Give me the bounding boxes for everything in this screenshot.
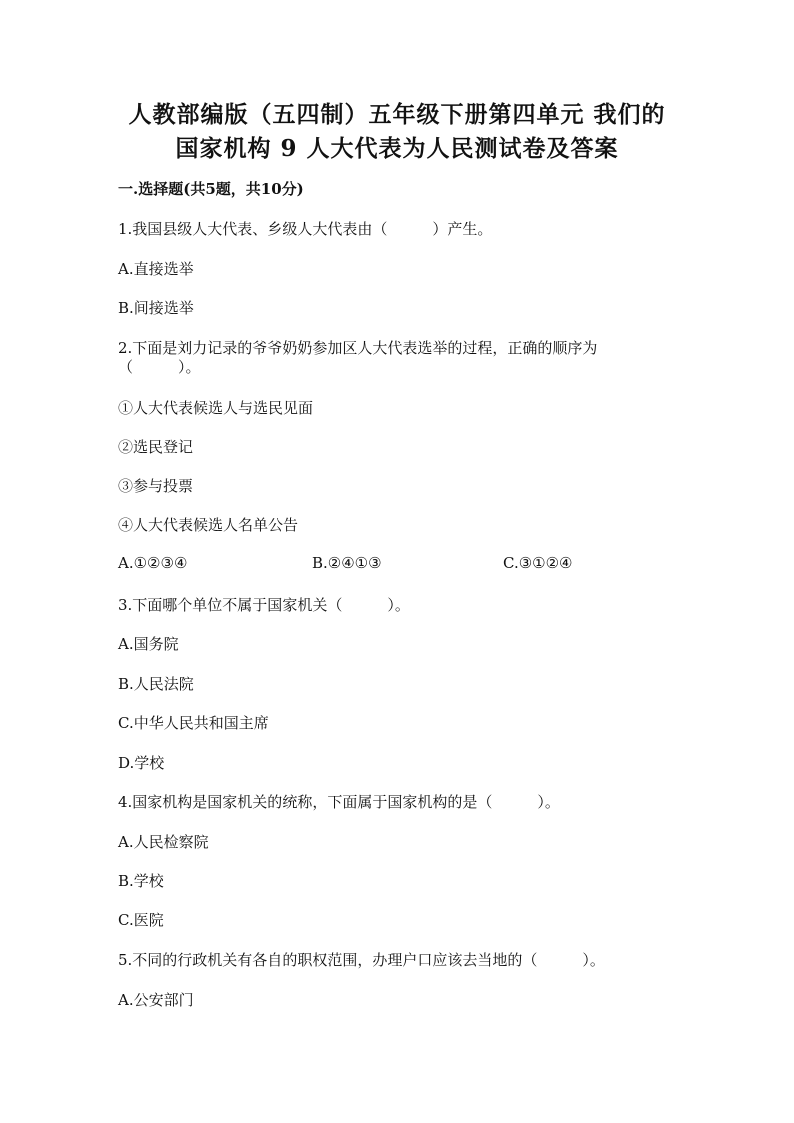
question-2-option-a: A.①②③④	[118, 554, 188, 572]
question-1-option-b: B.间接选举	[118, 299, 194, 317]
question-3-stem: 3.下面哪个单位不属于国家机关（ ）。	[118, 596, 410, 614]
question-3-option-d: D.学校	[118, 754, 165, 772]
question-2-step-4: ④人大代表候选人名单公告	[118, 516, 299, 534]
question-4-stem: 4.国家机构是国家机关的统称，下面属于国家机构的是（ ）。	[118, 793, 560, 811]
question-2-stem-continued: （ ）。	[118, 358, 201, 376]
doc-title-line1: 人教部编版（五四制）五年级下册第四单元 我们的	[128, 101, 666, 128]
question-3-option-a: A.国务院	[118, 635, 179, 653]
question-2-step-3: ③参与投票	[118, 477, 194, 495]
question-2-option-c: C.③①②④	[503, 554, 573, 572]
question-2-option-b: B.②④①③	[312, 554, 382, 572]
question-2-step-1: ①人大代表候选人与选民见面	[118, 399, 314, 417]
question-4-option-a: A.人民检察院	[118, 833, 209, 851]
question-3-option-b: B.人民法院	[118, 675, 194, 693]
question-4-option-b: B.学校	[118, 872, 164, 890]
question-5-stem: 5.不同的行政机关有各自的职权范围，办理户口应该去当地的（ ）。	[118, 951, 605, 969]
question-1-stem: 1.我国县级人大代表、乡级人大代表由（ ）产生。	[118, 220, 493, 238]
question-1-option-a: A.直接选举	[118, 260, 194, 278]
question-2-step-2: ②选民登记	[118, 438, 194, 456]
question-5-option-a: A.公安部门	[118, 991, 194, 1009]
doc-title-line2: 国家机构 9 人大代表为人民测试卷及答案	[175, 135, 619, 162]
question-4-option-c: C.医院	[118, 911, 164, 929]
question-2-stem: 2.下面是刘力记录的爷爷奶奶参加区人大代表选举的过程，正确的顺序为	[118, 339, 598, 357]
question-3-option-c: C.中华人民共和国主席	[118, 714, 269, 732]
section-heading: 一.选择题(共5题，共10分)	[118, 180, 304, 198]
